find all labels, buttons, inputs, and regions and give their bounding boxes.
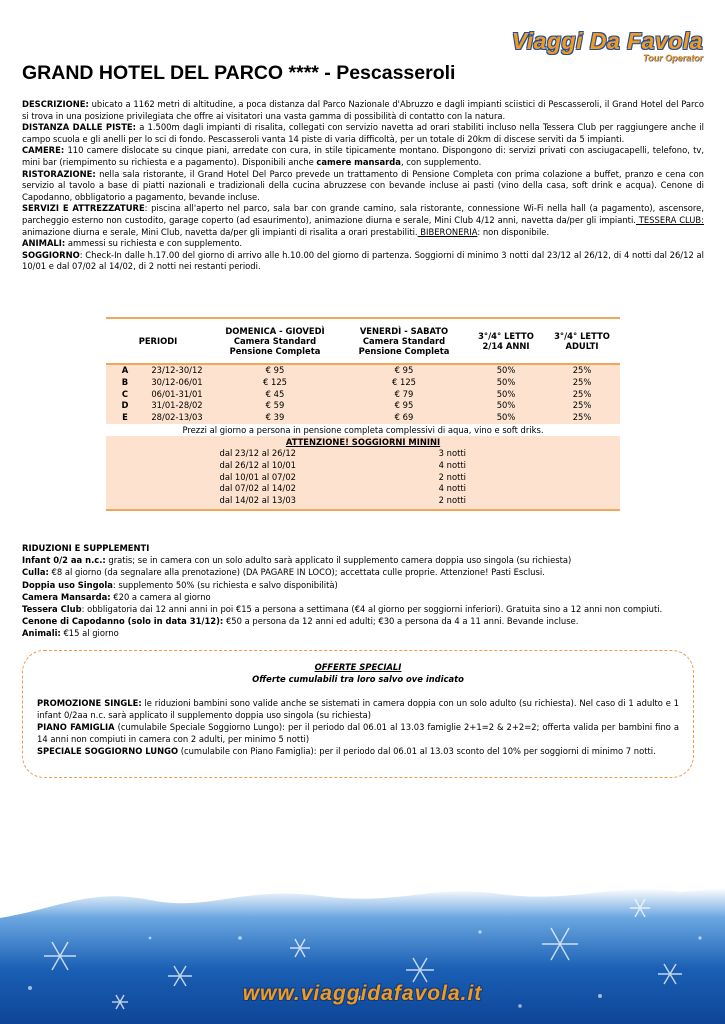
price-weekday: € 39 [210,412,340,424]
discount-child: 50% [468,412,544,424]
period-dates: 28/02-13/03 [144,412,210,424]
header-venerdi-sabato: VENERDÌ - SABATO Camera Standard Pensione Completa [340,318,468,364]
minimum-stay-row [106,460,620,472]
period-dates: 06/01-31/01 [144,389,210,401]
desc-camere: CAMERE: 110 camere dislocate su cinque piani, arredate con cura, in stile tipicamente montano. Dispongono di: servizi privati con asciugacapelli, telefono, tv, mini bar (riempimento su richiesta e a pagamento). Disponibili anche camere mansarda, con supplemento. [22,145,704,167]
stay-period: dal 14/02 al 13/03 [219,495,296,506]
page-title: GRAND HOTEL DEL PARCO **** - Pescasseroli [22,62,456,84]
offerta-item: PIANO FAMIGLIA (cumulabile Speciale Soggiorno Lungo): per il periodo dal 06.01 al 13.03 famiglie 2+1=2 & 2+2=2; offerta valida per bambini fino a 14 anni non compiuti in camera con 2 adulti, per minimo 5 notti) [37,722,680,744]
discount-child: 50% [468,364,544,377]
price-row [106,364,620,377]
period-dates: 31/01-28/02 [144,400,210,412]
stay-period: dal 07/02 al 14/02 [219,483,296,494]
minimum-stay-row [106,483,620,495]
price-table-section [106,317,620,511]
period-code: C [106,389,144,401]
price-weekend: € 69 [340,412,468,424]
brand-logo [512,28,703,63]
price-weekday: € 45 [210,389,340,401]
desc-descrizione: DESCRIZIONE: ubicato a 1162 metri di altitudine, a poca distanza dal Parco Nazionale d'Abruzzo e dagli impianti sciistici di Pescasseroli, il Grand Hotel del Parco si trova in una posizione privilegiata che offre ai visitatori una vasta gamma di possibilità di contatto con la natura. [22,99,704,121]
riduzione-item: Culla: €8 al giorno (da segnalare alla prenotazione) (DA PAGARE IN LOCO); accettata culle proprie. Attenzione! Pasti Esclusi. [22,567,545,578]
offerte-title: OFFERTE SPECIALI [314,662,402,672]
period-code: E [106,412,144,424]
hotel-description [22,99,704,273]
header-domenica-giovedi: DOMENICA - GIOVEDÌ Camera Standard Pensione Completa [210,318,340,364]
header-letto-bambini: 3°/4° LETTO 2/14 ANNI [468,318,544,364]
price-weekend: € 79 [340,389,468,401]
riduzione-item: Camera Mansarda: €20 a camera al giorno [22,591,211,602]
price-row [106,389,620,401]
period-code: B [106,377,144,389]
offerta-item: PROMOZIONE SINGLE: le riduzioni bambini sono valide anche se sistemati in camera doppia con un solo adulto (su richiesta). Nel caso di 1 adulto e 1 infant 0/2aa n.c. sarà applicato il supplemento doppia uso singola (su richiesta) [37,698,679,720]
desc-soggiorno: SOGGIORNO: Check-In dalle h.17.00 del giorno di arrivo alle h.10.00 del giorno di partenza. Soggiorni di minimo 3 notti dal 23/12 al 26/12, di 4 notti dal 26/12 al 10/01 e dal 07/02 al 14/02, di 2 notti nei restanti periodi. [22,249,704,272]
riduzione-item: Animali: €15 al giorno [22,628,119,639]
minimum-stay-row [106,448,620,460]
price-table [106,317,620,424]
period-code: D [106,400,144,412]
stay-nights: 4 notti [438,483,466,494]
discount-adult: 25% [544,412,620,424]
offerte-list [37,697,679,757]
discount-adult: 25% [544,389,620,401]
offerta-item: SPECIALE SOGGIORNO LUNGO (cumulabile con Piano Famiglia): per il periodo dal 06.01 al 13.03 sconto del 10% per soggiorni di minimo 7 notti. [37,746,656,756]
price-weekday: € 95 [210,364,340,377]
discount-adult: 25% [544,364,620,377]
minimum-stay-box [106,436,620,511]
minimum-stay-row [106,495,620,507]
riduzione-item: Infant 0/2 aa n.c.: gratis; se in camera con un solo adulto sarà applicato il supplemento camera doppia uso singola (su richiesta) [22,555,572,566]
stay-period: dal 26/12 al 10/01 [219,459,296,470]
price-row [106,400,620,412]
stay-period: dal 23/12 al 26/12 [219,447,296,458]
brand-name: Viaggi Da Favola [511,28,703,54]
stay-nights: 4 notti [438,459,466,470]
discount-child: 50% [468,389,544,401]
minimum-stay-row [106,472,620,484]
stay-nights: 3 notti [438,447,466,458]
desc-animali: ANIMALI: ammessi su richiesta e con supplemento. [22,238,242,249]
brand-tagline: Tour Operator [642,53,703,63]
desc-distanza: DISTANZA DALLE PISTE: a 1.500m dagli impianti di risalita, collegati con servizio navetta ad orari stabiliti incluso nella Tessera Club per raggiungere anche il campo scuola e gli anelli per lo sci di fondo. Pescasseroli vanta 14 piste di varia difficoltà, per un totale di 20km di discese serviti da 5 impianti. [22,122,705,144]
price-note: Prezzi al giorno a persona in pensione completa complessivi di aqua, vino e soft driks. [106,424,620,436]
period-dates: 23/12-30/12 [144,364,210,377]
discount-child: 50% [468,377,544,389]
header-periodi: PERIODI [106,318,210,364]
minimum-stay-list [106,448,620,507]
offerte-box [22,650,694,778]
riduzione-item: Doppia uso Singola: supplemento 50% (su richiesta e salvo disponibilità) [22,579,338,590]
price-weekday: € 59 [210,400,340,412]
offerte-content [37,661,679,757]
stay-nights: 2 notti [438,471,466,482]
offerte-subtitle: Offerte cumulabili tra loro salvo ove indicato [252,674,464,684]
price-row [106,412,620,424]
header-letto-adulti: 3°/4° LETTO ADULTI [544,318,620,364]
riduzioni-section [22,542,712,640]
riduzioni-list [22,554,712,639]
price-table-header [106,318,620,364]
stay-period: dal 10/01 al 07/02 [219,471,296,482]
price-weekday: € 125 [210,377,340,389]
website-link[interactable]: www.viaggidafavola.it [242,982,483,1005]
discount-child: 50% [468,400,544,412]
desc-ristorazione: RISTORAZIONE: nella sala ristorante, il Grand Hotel Del Parco prevede un trattamento di Pensione Completa con prima colazione a buffet, pranzo e cena con servizio al tavolo a base di piatti nazionali e tradizionali della cucina abruzzese con bevande incluse ai pasti (vino della casa, soft drink e acqua). Cenone di Capodanno, obbligatorio a pagamento, bevande incluse. [22,168,704,202]
price-weekend: € 95 [340,364,468,377]
desc-servizi: SERVIZI E ATTREZZATURE: piscina all'aperto nel parco, sala bar con grande camino, sala ristorante, connessione Wi-Fi nella hall (a pagamento), ascensore, parcheggio esterno non custodito, garage coperto (ad esaurimento), animazione diurna e serale, Mini Club 4/12 anni, navetta da/per gli impianti. TESSERA CLUB: animazione diurna e serale, Mini Club, navetta da/per gli impianti di risalita a orari prestabiliti. BIBERONERIA: non disponibile. [22,203,704,237]
price-table-body [106,364,620,424]
discount-adult: 25% [544,377,620,389]
price-row [106,377,620,389]
period-dates: 30/12-06/01 [144,377,210,389]
price-weekend: € 95 [340,400,468,412]
riduzione-item: Cenone di Capodanno (solo in data 31/12): €50 a persona da 12 anni ed adulti; €30 a persona da 4 a 11 anni. Bevande incluse. [22,616,579,627]
minimum-stay-title: ATTENZIONE! SOGGIORNI MININI [285,436,441,447]
riduzioni-title: RIDUZIONI E SUPPLEMENTI [22,543,150,553]
riduzione-item: Tessera Club: obbligatoria dai 12 anni anni in poi €15 a persona a settimana (€4 al giorno per soggiorni inferiori). Gratuita sino a 12 anni non compiuti. [22,604,663,615]
period-code: A [106,364,144,377]
price-weekend: € 125 [340,377,468,389]
stay-nights: 2 notti [438,495,466,506]
discount-adult: 25% [544,400,620,412]
